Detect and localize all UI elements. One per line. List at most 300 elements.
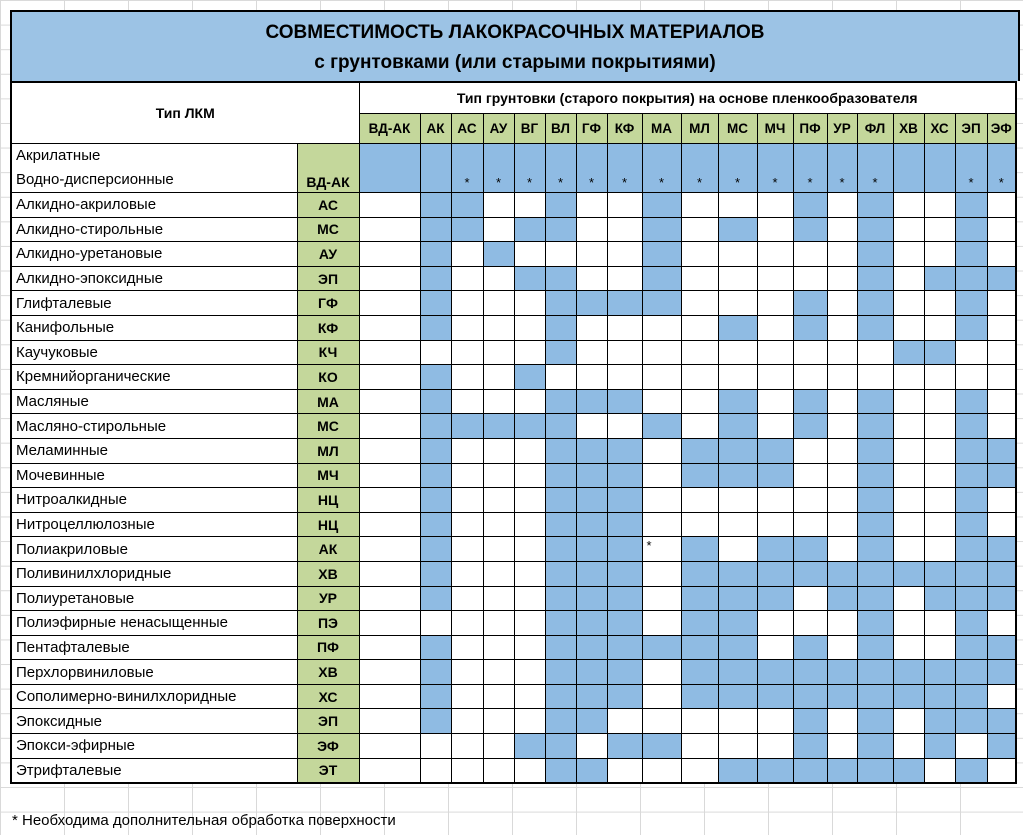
primer-code-header: ВД-АК — [359, 113, 420, 144]
compatible-cell — [681, 438, 718, 463]
incompatible-cell — [793, 340, 827, 365]
compatible-cell — [793, 537, 827, 562]
incompatible-cell — [893, 438, 924, 463]
incompatible-cell — [681, 414, 718, 439]
asterisk-mark: * — [646, 538, 652, 554]
incompatible-cell — [451, 709, 483, 734]
compatible-cell — [757, 537, 793, 562]
compatible-cell — [576, 758, 607, 783]
incompatible-cell — [893, 463, 924, 488]
incompatible-cell — [924, 488, 955, 513]
incompatible-cell — [514, 193, 545, 218]
incompatible-cell — [545, 365, 576, 390]
incompatible-cell — [483, 635, 514, 660]
compatible-cell — [955, 488, 987, 513]
compatible-cell — [793, 684, 827, 709]
material-name — [11, 144, 297, 193]
incompatible-cell — [514, 758, 545, 783]
compatible-cell — [718, 217, 757, 242]
table-row — [11, 315, 1016, 340]
incompatible-cell — [857, 365, 893, 390]
compatible-cell — [642, 734, 681, 759]
table-body — [11, 144, 1016, 784]
incompatible-cell — [757, 217, 793, 242]
compatible-cell — [987, 266, 1016, 291]
material-code: УР — [297, 586, 359, 611]
incompatible-cell — [893, 709, 924, 734]
incompatible-cell — [718, 734, 757, 759]
incompatible-cell — [893, 611, 924, 636]
table-row — [11, 414, 1016, 439]
compatible-cell — [545, 389, 576, 414]
compatible-cell — [576, 488, 607, 513]
incompatible-cell — [576, 315, 607, 340]
incompatible-cell — [514, 315, 545, 340]
compatible-cell — [827, 660, 857, 685]
incompatible-cell — [420, 734, 451, 759]
incompatible-cell — [451, 611, 483, 636]
primer-code-header: МЛ — [681, 113, 718, 144]
incompatible-cell — [924, 389, 955, 414]
table-row — [11, 291, 1016, 316]
incompatible-cell — [893, 389, 924, 414]
primer-code-header: АС — [451, 113, 483, 144]
asterisk-mark: * — [658, 175, 665, 190]
incompatible-cell — [793, 463, 827, 488]
incompatible-cell — [987, 684, 1016, 709]
material-name: Глифталевые — [11, 291, 297, 316]
material-code: АС — [297, 193, 359, 218]
primer-code-header: МА — [642, 113, 681, 144]
incompatible-cell — [718, 193, 757, 218]
incompatible-cell — [359, 758, 420, 783]
compatible-cell — [607, 684, 642, 709]
compatible-cell — [793, 315, 827, 340]
asterisk-mark: * — [621, 175, 628, 190]
asterisk-mark: * — [557, 175, 564, 190]
table-row — [11, 438, 1016, 463]
compatible-cell — [483, 242, 514, 267]
incompatible-cell — [893, 414, 924, 439]
compatible-cell — [681, 561, 718, 586]
compatible-cell-needs-treatment — [642, 144, 681, 193]
incompatible-cell — [924, 242, 955, 267]
compatible-cell — [793, 660, 827, 685]
compatible-cell — [757, 758, 793, 783]
compatible-cell — [955, 537, 987, 562]
compatible-cell — [545, 512, 576, 537]
compatible-cell — [793, 758, 827, 783]
compatible-cell — [718, 315, 757, 340]
incompatible-cell — [924, 217, 955, 242]
incompatible-cell — [514, 561, 545, 586]
incompatible-cell — [827, 488, 857, 513]
compatible-cell — [987, 463, 1016, 488]
compatible-cell — [857, 463, 893, 488]
incompatible-cell — [924, 291, 955, 316]
incompatible-cell — [681, 193, 718, 218]
material-code: МЧ — [297, 463, 359, 488]
compatible-cell — [545, 315, 576, 340]
incompatible-cell — [607, 365, 642, 390]
compatible-cell — [893, 340, 924, 365]
compatible-cell-needs-treatment — [514, 144, 545, 193]
compatible-cell — [607, 537, 642, 562]
table-row — [11, 463, 1016, 488]
incompatible-cell — [607, 266, 642, 291]
incompatible-cell — [827, 512, 857, 537]
incompatible-cell — [359, 365, 420, 390]
compatible-cell — [545, 291, 576, 316]
incompatible-cell — [359, 635, 420, 660]
incompatible-cell — [757, 635, 793, 660]
material-code: МС — [297, 217, 359, 242]
compatible-cell — [681, 660, 718, 685]
incompatible-cell — [827, 266, 857, 291]
compatible-cell-needs-treatment — [757, 144, 793, 193]
incompatible-cell — [893, 537, 924, 562]
compatible-cell-needs-treatment — [545, 144, 576, 193]
compatible-cell — [607, 586, 642, 611]
incompatible-cell — [987, 414, 1016, 439]
incompatible-cell — [483, 315, 514, 340]
incompatible-cell — [757, 512, 793, 537]
material-code: ПФ — [297, 635, 359, 660]
compatible-cell — [718, 389, 757, 414]
compatible-cell — [718, 561, 757, 586]
incompatible-cell — [514, 463, 545, 488]
incompatible-cell — [576, 217, 607, 242]
table-row — [11, 340, 1016, 365]
incompatible-cell — [642, 463, 681, 488]
incompatible-cell — [451, 488, 483, 513]
table-row — [11, 684, 1016, 709]
primer-code-header: КФ — [607, 113, 642, 144]
primer-code-header: ФЛ — [857, 113, 893, 144]
compatible-cell — [607, 389, 642, 414]
incompatible-cell — [483, 463, 514, 488]
incompatible-cell — [514, 611, 545, 636]
incompatible-cell — [681, 242, 718, 267]
incompatible-cell — [642, 561, 681, 586]
compatible-cell — [451, 217, 483, 242]
compatible-cell — [857, 512, 893, 537]
compatible-cell — [857, 709, 893, 734]
incompatible-cell — [893, 365, 924, 390]
table-row — [11, 586, 1016, 611]
incompatible-cell — [757, 242, 793, 267]
incompatible-cell — [827, 635, 857, 660]
material-code: ХВ — [297, 561, 359, 586]
incompatible-cell — [359, 291, 420, 316]
title-line-2: с грунтовками (или старыми покрытиями) — [314, 52, 716, 73]
incompatible-cell — [451, 438, 483, 463]
compatible-cell — [420, 438, 451, 463]
compatible-cell — [955, 512, 987, 537]
compatible-cell — [924, 144, 955, 193]
incompatible-cell — [924, 365, 955, 390]
incompatible-cell — [681, 365, 718, 390]
compatible-cell — [545, 709, 576, 734]
incompatible-cell — [359, 734, 420, 759]
incompatible-cell — [987, 242, 1016, 267]
compatible-cell — [955, 660, 987, 685]
primer-code-header: МС — [718, 113, 757, 144]
compatible-cell — [545, 438, 576, 463]
compatible-cell — [793, 561, 827, 586]
compatible-cell — [857, 586, 893, 611]
incompatible-cell — [359, 611, 420, 636]
material-code: ЭТ — [297, 758, 359, 783]
compatible-cell — [857, 217, 893, 242]
compatible-cell — [955, 414, 987, 439]
material-code: ПЭ — [297, 611, 359, 636]
compatible-cell — [642, 635, 681, 660]
incompatible-cell — [607, 193, 642, 218]
incompatible-cell — [681, 291, 718, 316]
incompatible-cell — [987, 291, 1016, 316]
table-row — [11, 660, 1016, 685]
incompatible-cell — [987, 758, 1016, 783]
compatible-cell — [955, 291, 987, 316]
incompatible-cell — [514, 340, 545, 365]
compatible-cell — [576, 709, 607, 734]
incompatible-cell — [451, 291, 483, 316]
incompatible-cell — [718, 709, 757, 734]
incompatible-cell — [451, 561, 483, 586]
material-name: Алкидно-акриловые — [11, 193, 297, 218]
incompatible-cell — [681, 266, 718, 291]
compatible-cell — [955, 266, 987, 291]
material-name: Алкидно-уретановые — [11, 242, 297, 267]
incompatible-cell — [681, 709, 718, 734]
compatible-cell — [955, 193, 987, 218]
incompatible-cell — [483, 512, 514, 537]
incompatible-cell — [483, 266, 514, 291]
compatible-cell — [681, 611, 718, 636]
compatible-cell — [420, 561, 451, 586]
compatible-cell-needs-treatment — [642, 537, 681, 562]
compatible-cell — [793, 217, 827, 242]
incompatible-cell — [955, 340, 987, 365]
incompatible-cell — [827, 463, 857, 488]
incompatible-cell — [451, 734, 483, 759]
incompatible-cell — [607, 340, 642, 365]
compatible-cell — [607, 463, 642, 488]
compatible-cell — [757, 586, 793, 611]
incompatible-cell — [757, 315, 793, 340]
compatible-cell — [576, 512, 607, 537]
incompatible-cell — [607, 709, 642, 734]
incompatible-cell — [924, 758, 955, 783]
incompatible-cell — [483, 389, 514, 414]
compatible-cell — [607, 611, 642, 636]
incompatible-cell — [607, 758, 642, 783]
incompatible-cell — [451, 586, 483, 611]
incompatible-cell — [359, 463, 420, 488]
incompatible-cell — [483, 684, 514, 709]
compatible-cell — [857, 758, 893, 783]
incompatible-cell — [893, 242, 924, 267]
compatible-cell — [924, 586, 955, 611]
incompatible-cell — [924, 537, 955, 562]
primer-code-header: АУ — [483, 113, 514, 144]
incompatible-cell — [718, 537, 757, 562]
compatible-cell — [420, 389, 451, 414]
material-code: ВД-АК — [297, 144, 359, 193]
compatible-cell — [757, 660, 793, 685]
compatible-cell — [642, 217, 681, 242]
table-row — [11, 365, 1016, 390]
incompatible-cell — [827, 611, 857, 636]
material-name: Масляно-стирольные — [11, 414, 297, 439]
compatible-cell — [607, 512, 642, 537]
incompatible-cell — [955, 365, 987, 390]
incompatible-cell — [793, 512, 827, 537]
incompatible-cell — [893, 512, 924, 537]
compatible-cell — [545, 611, 576, 636]
incompatible-cell — [827, 365, 857, 390]
table-row — [11, 389, 1016, 414]
incompatible-cell — [987, 217, 1016, 242]
primer-code-header: ЭП — [955, 113, 987, 144]
incompatible-cell — [514, 488, 545, 513]
incompatible-cell — [576, 365, 607, 390]
material-code: АК — [297, 537, 359, 562]
compatible-cell — [607, 635, 642, 660]
incompatible-cell — [642, 758, 681, 783]
incompatible-cell — [987, 512, 1016, 537]
primer-code-header: ГФ — [576, 113, 607, 144]
footnote: * Необходима дополнительная обработка поверхности — [12, 812, 396, 829]
compatible-cell — [955, 611, 987, 636]
incompatible-cell — [451, 758, 483, 783]
incompatible-cell — [924, 315, 955, 340]
compatible-cell — [642, 193, 681, 218]
material-code: АУ — [297, 242, 359, 267]
incompatible-cell — [483, 586, 514, 611]
material-name: Эпокси-эфирные — [11, 734, 297, 759]
compatible-cell — [757, 463, 793, 488]
incompatible-cell — [987, 315, 1016, 340]
incompatible-cell — [757, 734, 793, 759]
incompatible-cell — [576, 340, 607, 365]
incompatible-cell — [642, 488, 681, 513]
compatible-cell — [514, 266, 545, 291]
compatible-cell — [955, 684, 987, 709]
primer-code-header: МЧ — [757, 113, 793, 144]
compatible-cell — [793, 709, 827, 734]
incompatible-cell — [420, 340, 451, 365]
incompatible-cell — [514, 635, 545, 660]
asterisk-mark: * — [807, 175, 813, 190]
incompatible-cell — [576, 734, 607, 759]
compatible-cell — [955, 586, 987, 611]
table-row — [11, 537, 1016, 562]
compatible-cell — [718, 586, 757, 611]
material-code: КО — [297, 365, 359, 390]
compatible-cell — [545, 758, 576, 783]
compatible-cell — [607, 660, 642, 685]
material-name: Полиэфирные ненасыщенные — [11, 611, 297, 636]
compatible-cell — [420, 266, 451, 291]
compatible-cell — [420, 193, 451, 218]
table-row — [11, 217, 1016, 242]
incompatible-cell — [793, 365, 827, 390]
primer-type-header: Тип грунтовки (старого покрытия) на основе пленкообразователя — [359, 82, 1016, 113]
compatibility-table — [10, 81, 1017, 784]
incompatible-cell — [827, 537, 857, 562]
incompatible-cell — [893, 488, 924, 513]
compatible-cell — [955, 758, 987, 783]
primer-code-header: ХВ — [893, 113, 924, 144]
compatible-cell — [827, 561, 857, 586]
incompatible-cell — [718, 365, 757, 390]
incompatible-cell — [359, 660, 420, 685]
material-code: МА — [297, 389, 359, 414]
incompatible-cell — [642, 512, 681, 537]
compatible-cell — [793, 635, 827, 660]
incompatible-cell — [359, 414, 420, 439]
material-code: ХС — [297, 684, 359, 709]
incompatible-cell — [793, 586, 827, 611]
incompatible-cell — [642, 611, 681, 636]
compatible-cell — [576, 463, 607, 488]
compatible-cell — [718, 438, 757, 463]
incompatible-cell — [757, 193, 793, 218]
material-name: Меламинные — [11, 438, 297, 463]
compatible-cell — [893, 660, 924, 685]
asterisk-mark: * — [526, 175, 533, 190]
compatible-cell — [924, 266, 955, 291]
compatible-cell — [857, 635, 893, 660]
compatible-cell — [576, 389, 607, 414]
compatible-cell — [545, 537, 576, 562]
compatible-cell-needs-treatment — [576, 144, 607, 193]
compatible-cell — [607, 734, 642, 759]
incompatible-cell — [642, 684, 681, 709]
incompatible-cell — [483, 217, 514, 242]
incompatible-cell — [514, 512, 545, 537]
incompatible-cell — [924, 414, 955, 439]
incompatible-cell — [757, 414, 793, 439]
incompatible-cell — [893, 266, 924, 291]
compatible-cell — [893, 144, 924, 193]
incompatible-cell — [893, 734, 924, 759]
compatible-cell — [545, 193, 576, 218]
compatible-cell — [642, 291, 681, 316]
primer-code-header: ЭФ — [987, 113, 1016, 144]
incompatible-cell — [793, 488, 827, 513]
material-code: НЦ — [297, 488, 359, 513]
compatible-cell — [545, 586, 576, 611]
compatible-cell — [924, 660, 955, 685]
incompatible-cell — [607, 414, 642, 439]
compatible-cell — [955, 217, 987, 242]
compatible-cell — [681, 684, 718, 709]
incompatible-cell — [607, 315, 642, 340]
compatible-cell — [857, 734, 893, 759]
incompatible-cell — [514, 438, 545, 463]
incompatible-cell — [681, 512, 718, 537]
table-row — [11, 734, 1016, 759]
compatible-cell — [576, 561, 607, 586]
table-title — [10, 10, 1020, 81]
compatible-cell — [642, 266, 681, 291]
material-name: Перхлорвиниловые — [11, 660, 297, 685]
compatible-cell — [827, 684, 857, 709]
material-type-header: Тип ЛКМ — [11, 82, 359, 144]
